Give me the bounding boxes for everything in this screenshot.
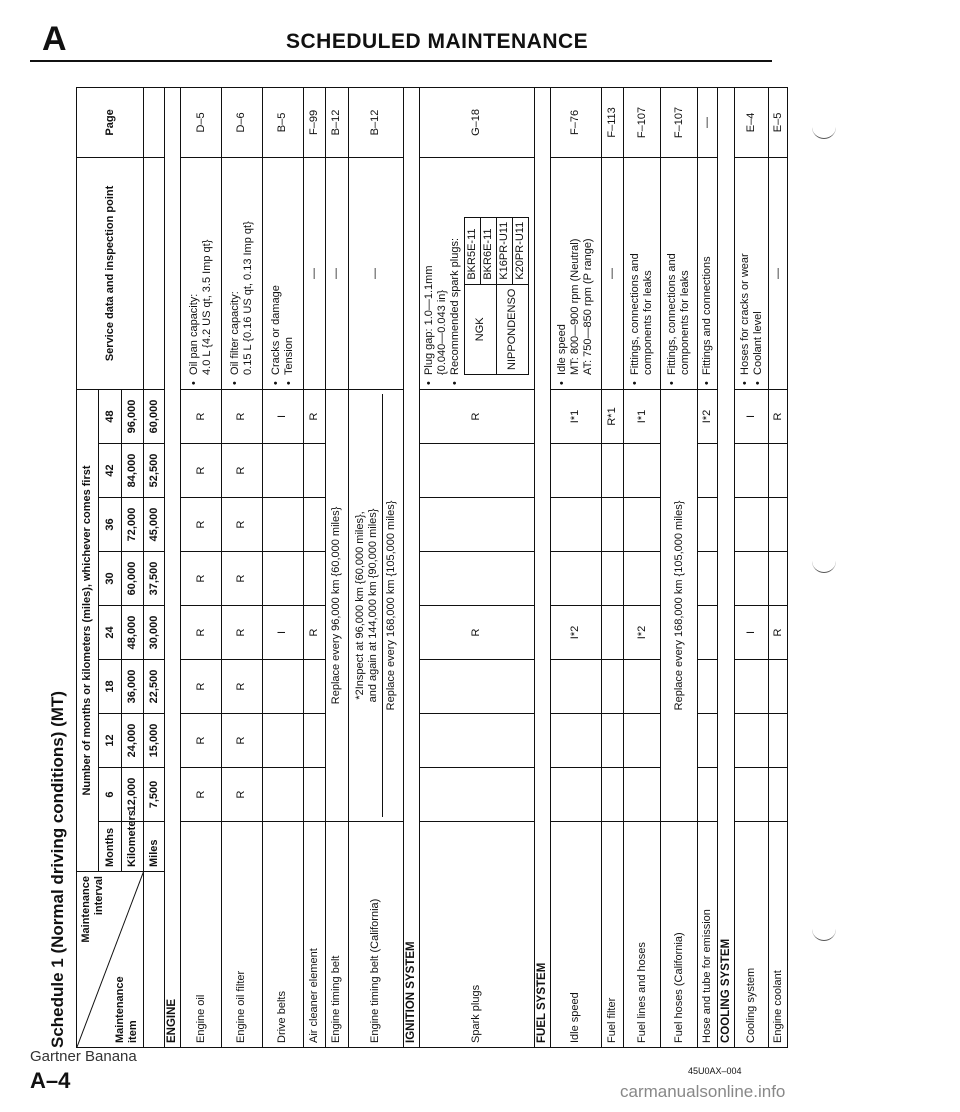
page-ref: F–113: [602, 87, 624, 157]
interval-cell: R: [222, 552, 263, 606]
corner-interval-label: Maintenance interval: [80, 876, 105, 943]
page-ref: F–107: [624, 87, 661, 157]
binding-mark: [812, 126, 836, 139]
note-line: *2Inspect at 96,000 km {60,000 miles},: [353, 511, 366, 700]
note-line: Replace every 168,000 km {105,000 miles}: [382, 394, 398, 817]
interval-cell: I: [734, 389, 769, 443]
table-row: [326, 87, 348, 1047]
interval-cell: R: [222, 444, 263, 498]
header-letter: A: [42, 20, 67, 58]
table-row: [698, 87, 718, 1047]
miles-cell: 37,500: [144, 552, 164, 606]
service-data: [661, 157, 698, 389]
page-ref: D–6: [222, 87, 263, 157]
item-name: Engine timing belt: [326, 822, 348, 1048]
interval-cell: R: [420, 606, 534, 660]
interval-cell: I: [734, 606, 769, 660]
plug-brand: NIPPONDENSO: [497, 284, 529, 374]
interval-cell: [602, 552, 624, 606]
table-row: [420, 87, 534, 1047]
km-cell: 60,000: [121, 552, 143, 606]
page-ref: B–12: [348, 87, 403, 157]
table-row: [181, 87, 222, 1047]
service-data: [734, 157, 769, 389]
service-line: • Fittings, connections and: [629, 162, 642, 385]
interval-note: Replace every 168,000 km {105,000 miles}: [661, 389, 698, 821]
interval-cell: R: [181, 606, 222, 660]
section-row-fuel: [534, 87, 550, 1047]
table-row: [624, 87, 661, 1047]
item-name: Fuel hoses (California): [661, 822, 698, 1048]
interval-cell: [420, 714, 534, 768]
note-line: and again at 144,000 km {90,000 miles}: [366, 508, 379, 703]
plug-model: BKR6E-11: [481, 217, 497, 284]
month-cell: 30: [99, 552, 121, 606]
interval-cell: [262, 660, 303, 714]
service-line: • Oil pan capacity:: [188, 162, 201, 385]
item-name: Fuel lines and hoses: [624, 822, 661, 1048]
interval-cell: I*1: [550, 389, 601, 443]
table-row: [602, 87, 624, 1047]
interval-cell: [262, 444, 303, 498]
interval-cell: R: [181, 552, 222, 606]
page-ref: B–12: [326, 87, 348, 157]
item-name: Engine oil: [181, 822, 222, 1048]
corner-diagonal-cell: [77, 872, 144, 1048]
watermark: carmanualsonline.info: [620, 1082, 786, 1101]
header-title: SCHEDULED MAINTENANCE: [286, 30, 589, 53]
item-name: Air cleaner element: [303, 822, 325, 1048]
interval-cell: [734, 552, 769, 606]
interval-cell: [769, 444, 788, 498]
page-ref: E–5: [769, 87, 788, 157]
table-row: [661, 87, 698, 1047]
table-row: [303, 87, 325, 1047]
service-line: • Fittings and connections: [701, 162, 714, 385]
section-row-engine: [164, 87, 180, 1047]
interval-cell: [769, 552, 788, 606]
month-cell: 12: [99, 714, 121, 768]
span-header: Number of months or kilometers (miles), whichever comes first: [77, 389, 99, 871]
km-cell: 72,000: [121, 498, 143, 552]
interval-cell: R: [181, 768, 222, 822]
plug-row: [497, 217, 513, 374]
item-name: Cooling system: [734, 822, 769, 1048]
interval-note: Replace every 96,000 km {60,000 miles}: [326, 389, 348, 821]
service-line: {0.040—0.043 in}: [436, 289, 449, 375]
service-header: Service data and inspection point: [77, 157, 144, 389]
interval-cell: [262, 714, 303, 768]
interval-cell: R: [222, 714, 263, 768]
schedule-title: Schedule 1 (Normal driving conditions) (MT): [48, 690, 67, 1048]
miles-cell: 52,500: [144, 444, 164, 498]
interval-cell: [734, 444, 769, 498]
interval-cell: [769, 714, 788, 768]
interval-cell: R: [222, 660, 263, 714]
interval-cell: [624, 552, 661, 606]
page-header: Page: [77, 87, 144, 157]
page-ref: D–5: [181, 87, 222, 157]
miles-cell: 60,000: [144, 389, 164, 443]
interval-cell: [624, 768, 661, 822]
interval-cell: [769, 498, 788, 552]
month-cell: 36: [99, 498, 121, 552]
interval-cell: [698, 606, 718, 660]
table-row: [769, 87, 788, 1047]
interval-cell: [734, 768, 769, 822]
table-row: [550, 87, 601, 1047]
schedule-table: [76, 87, 788, 1048]
interval-cell: [624, 498, 661, 552]
km-label: Kilometers: [121, 822, 143, 872]
interval-cell: R: [222, 606, 263, 660]
interval-cell: I: [262, 389, 303, 443]
interval-cell: [698, 444, 718, 498]
interval-note: [348, 389, 403, 821]
section-row-ignition: [403, 87, 419, 1047]
item-name: Spark plugs: [420, 822, 534, 1048]
interval-cell: [420, 660, 534, 714]
table-row: [734, 87, 769, 1047]
month-cell: 18: [99, 660, 121, 714]
miles-cell: 7,500: [144, 768, 164, 822]
interval-cell: [624, 444, 661, 498]
service-line: MT: 800—900 rpm (Neutral): [569, 238, 582, 375]
interval-cell: [734, 498, 769, 552]
interval-cell: R: [222, 768, 263, 822]
binding-mark: [812, 928, 836, 941]
interval-cell: I*1: [624, 389, 661, 443]
interval-cell: R: [181, 714, 222, 768]
interval-cell: R: [181, 389, 222, 443]
item-name: Drive belts: [262, 822, 303, 1048]
item-name: Engine coolant: [769, 822, 788, 1048]
km-cell: 12,000: [121, 768, 143, 822]
binding-mark: [812, 560, 836, 573]
service-line: • Recommended spark plugs:: [449, 162, 462, 385]
footer-brand: Gartner Banana: [30, 1048, 137, 1065]
interval-cell: R: [181, 444, 222, 498]
item-name: Hose and tube for emission: [698, 822, 718, 1048]
plug-model: BKR5E-11: [465, 217, 481, 284]
km-cell: 24,000: [121, 714, 143, 768]
section-cooling: COOLING SYSTEM: [718, 87, 734, 1047]
item-name: Engine timing belt (California): [348, 822, 403, 1048]
service-line: • Fittings, connections and: [666, 162, 679, 385]
interval-cell: [262, 498, 303, 552]
interval-cell: [303, 768, 325, 822]
miles-cell: 15,000: [144, 714, 164, 768]
interval-cell: [550, 768, 601, 822]
interval-cell: [734, 660, 769, 714]
interval-cell: I: [262, 606, 303, 660]
service-data: [222, 157, 263, 389]
item-name: Idle speed: [550, 822, 601, 1048]
interval-cell: [420, 498, 534, 552]
service-line: • Plug gap: 1.0—1.1mm: [423, 162, 436, 385]
service-data: —: [348, 157, 403, 389]
interval-cell: R: [222, 498, 263, 552]
interval-cell: [602, 660, 624, 714]
interval-cell: [769, 660, 788, 714]
interval-cell: R: [303, 389, 325, 443]
plug-brand: NGK: [465, 284, 497, 374]
interval-cell: [550, 498, 601, 552]
km-cell: 96,000: [121, 389, 143, 443]
plug-model: K20PR-U11: [513, 217, 529, 284]
interval-cell: [303, 444, 325, 498]
service-data: —: [326, 157, 348, 389]
service-data: —: [602, 157, 624, 389]
table-row: [262, 87, 303, 1047]
interval-cell: [698, 768, 718, 822]
page-ref: G–18: [420, 87, 534, 157]
page-ref: F–99: [303, 87, 325, 157]
interval-cell: R: [303, 606, 325, 660]
table-row: [222, 87, 263, 1047]
miles-cell: 30,000: [144, 606, 164, 660]
interval-cell: [624, 660, 661, 714]
interval-cell: [769, 768, 788, 822]
interval-cell: R: [769, 389, 788, 443]
section-fuel: FUEL SYSTEM: [534, 87, 550, 1047]
table-row: [348, 87, 403, 1047]
interval-cell: [698, 714, 718, 768]
item-name: Fuel filter: [602, 822, 624, 1048]
interval-cell: [262, 768, 303, 822]
service-line: • Hoses for cracks or wear: [739, 162, 752, 385]
miles-label: Miles: [144, 822, 164, 872]
interval-cell: R: [769, 606, 788, 660]
plug-model: K16PR-U11: [497, 217, 513, 284]
service-line: 4.0 L {4.2 US qt, 3.5 Imp qt}: [201, 239, 214, 375]
service-line: • Cracks or damage: [270, 162, 283, 385]
interval-cell: [303, 498, 325, 552]
service-data: [698, 157, 718, 389]
service-line: • Coolant level: [752, 162, 765, 385]
footer-figure-code: 45U0AX–004: [688, 1066, 742, 1076]
interval-cell: [420, 444, 534, 498]
interval-cell: [550, 714, 601, 768]
service-data: [420, 157, 534, 389]
interval-cell: [698, 660, 718, 714]
service-line: components for leaks: [642, 270, 655, 375]
interval-cell: [602, 768, 624, 822]
service-spacer: [144, 157, 164, 389]
page-spacer: [144, 87, 164, 157]
interval-cell: [602, 714, 624, 768]
table-header-row-miles-values: [144, 87, 164, 1047]
corner-spacer: [144, 872, 164, 1048]
service-line: 0.15 L {0.16 US qt, 0.13 Imp qt}: [241, 221, 254, 375]
interval-cell: [262, 552, 303, 606]
km-cell: 48,000: [121, 606, 143, 660]
interval-cell: I*2: [698, 389, 718, 443]
service-data: —: [769, 157, 788, 389]
page-ref: E–4: [734, 87, 769, 157]
page-ref: F–76: [550, 87, 601, 157]
rotated-schedule: [48, 88, 788, 1048]
table-header-row-months: [77, 87, 99, 1047]
months-label: Months: [99, 822, 121, 872]
section-ignition: IGNITION SYSTEM: [403, 87, 419, 1047]
plug-row: [465, 217, 481, 374]
page-ref: F–107: [661, 87, 698, 157]
km-cell: 36,000: [121, 660, 143, 714]
interval-cell: I*2: [550, 606, 601, 660]
miles-cell: 22,500: [144, 660, 164, 714]
interval-cell: [698, 498, 718, 552]
interval-cell: R*1: [602, 389, 624, 443]
month-cell: 42: [99, 444, 121, 498]
interval-cell: [550, 660, 601, 714]
service-data: [181, 157, 222, 389]
interval-cell: [550, 444, 601, 498]
interval-cell: [420, 768, 534, 822]
service-data: —: [303, 157, 325, 389]
interval-cell: [698, 552, 718, 606]
interval-cell: [602, 444, 624, 498]
interval-cell: R: [181, 498, 222, 552]
interval-cell: [420, 552, 534, 606]
service-line: • Oil filter capacity:: [229, 162, 242, 385]
service-line: AT: 750—850 rpm (P range): [582, 238, 595, 375]
interval-cell: [303, 660, 325, 714]
page-ref: —: [698, 87, 718, 157]
month-cell: 6: [99, 768, 121, 822]
service-line: • Tension: [283, 162, 296, 385]
interval-cell: I*2: [624, 606, 661, 660]
section-row-cooling: [718, 87, 734, 1047]
header-rule: [30, 60, 772, 62]
miles-cell: 45,000: [144, 498, 164, 552]
interval-cell: [602, 498, 624, 552]
month-cell: 48: [99, 389, 121, 443]
interval-cell: R: [420, 389, 534, 443]
section-engine: ENGINE: [164, 87, 180, 1047]
interval-cell: R: [222, 389, 263, 443]
interval-cell: [602, 606, 624, 660]
footer-page-number: A–4: [30, 1068, 71, 1093]
interval-cell: R: [181, 660, 222, 714]
interval-cell: [303, 552, 325, 606]
interval-cell: [734, 714, 769, 768]
corner-item-label: Maintenance item: [114, 976, 140, 1043]
service-data: [262, 157, 303, 389]
interval-cell: [624, 714, 661, 768]
service-data: [550, 157, 601, 389]
interval-cell: [550, 552, 601, 606]
service-line: components for leaks: [679, 270, 692, 375]
month-cell: 24: [99, 606, 121, 660]
item-name: Engine oil filter: [222, 822, 263, 1048]
page-ref: B–5: [262, 87, 303, 157]
service-line: • Idle speed: [556, 162, 569, 385]
service-data: [624, 157, 661, 389]
spark-plug-table: [464, 217, 529, 375]
km-cell: 84,000: [121, 444, 143, 498]
interval-cell: [303, 714, 325, 768]
